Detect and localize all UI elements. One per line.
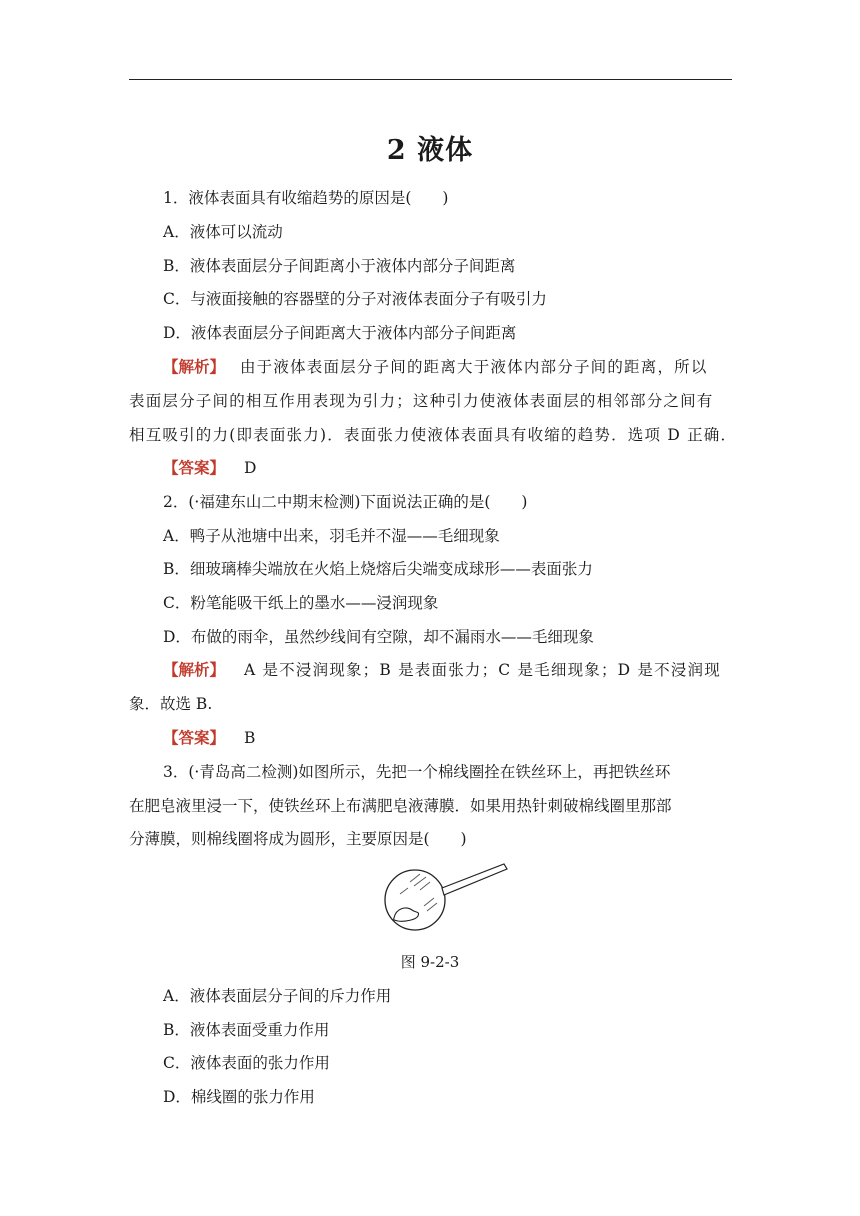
answer-tag: 【答案】	[163, 728, 226, 747]
wire-ring	[385, 870, 445, 930]
q2-answer	[163, 728, 255, 748]
analysis-text: 由于液体表面层分子间的距离大于液体内部分子间的距离，所以	[239, 358, 708, 376]
analysis-tag: 【解析】	[163, 357, 226, 376]
q2-analysis-line-2: 象．故选 B.	[129, 695, 213, 713]
q1-option-d: D．液体表面层分子间距离大于液体内部分子间距离	[163, 324, 517, 342]
q2-option-c: C．粉笔能吸干纸上的墨水——浸润现象	[163, 594, 439, 612]
page-title: 2 液体	[386, 135, 474, 166]
wire-ring-figure	[380, 860, 510, 945]
analysis-tag: 【解析】	[163, 660, 226, 679]
q2-option-b: B．细玻璃棒尖端放在火焰上烧熔后尖端变成球形——表面张力	[163, 560, 593, 578]
q2-analysis-line-1	[163, 660, 721, 680]
q2-option-a: A．鸭子从池塘中出来，羽毛并不湿——毛细现象	[163, 527, 500, 545]
q2-option-d: D．布做的雨伞，虽然纱线间有空隙，却不漏雨水——毛细现象	[163, 628, 594, 646]
wire-handle	[442, 864, 507, 895]
q3-option-d: D．棉线圈的张力作用	[163, 1088, 315, 1106]
q1-option-a: A．液体可以流动	[163, 223, 283, 241]
q3-stem-line-1: 3．(·青岛高二检测)如图所示，先把一个棉线圈拴在铁丝环上，再把铁丝环	[163, 763, 671, 781]
q3-option-c: C．液体表面的张力作用	[163, 1054, 330, 1072]
q3-stem-line-2: 在肥皂液里浸一下，使铁丝环上布满肥皂液薄膜．如果用热针刺破棉线圈里那部	[129, 797, 672, 815]
q1-option-b: B．液体表面层分子间距离小于液体内部分子间距离	[163, 257, 516, 275]
q1-analysis-line-2: 表面层分子间的相互作用表现为引力；这种引力使液体表面层的相邻部分之间有	[129, 392, 714, 410]
answer-value: B	[243, 729, 256, 747]
q2-stem: 2．(·福建东山二中期末检测)下面说法正确的是( )	[163, 493, 528, 511]
analysis-text: A 是不浸润现象；B 是表面张力；C 是毛细现象；D 是不浸润现	[243, 661, 721, 679]
q1-answer	[163, 458, 256, 478]
cotton-thread-loop	[394, 908, 419, 921]
q1-analysis-line-3: 相互吸引的力(即表面张力)．表面张力使液体表面具有收缩的趋势．选项 D 正确．	[129, 426, 738, 444]
q3-option-a: A．液体表面层分子间的斥力作用	[163, 987, 392, 1005]
answer-tag: 【答案】	[163, 458, 226, 477]
q3-option-b: B．液体表面受重力作用	[163, 1021, 330, 1039]
q1-option-c: C．与液面接触的容器壁的分子对液体表面分子有吸引力	[163, 290, 547, 308]
answer-value: D	[243, 459, 257, 477]
q3-stem-line-3: 分薄膜，则棉线圈将成为圆形，主要原因是( )	[129, 830, 467, 848]
q1-analysis-line-1	[163, 357, 708, 377]
figure-caption: 图 9-2-3	[400, 953, 460, 971]
soap-film-hatching	[400, 874, 437, 911]
header-rule	[129, 79, 732, 80]
q1-stem: 1．液体表面具有收缩趋势的原因是( )	[163, 189, 449, 207]
